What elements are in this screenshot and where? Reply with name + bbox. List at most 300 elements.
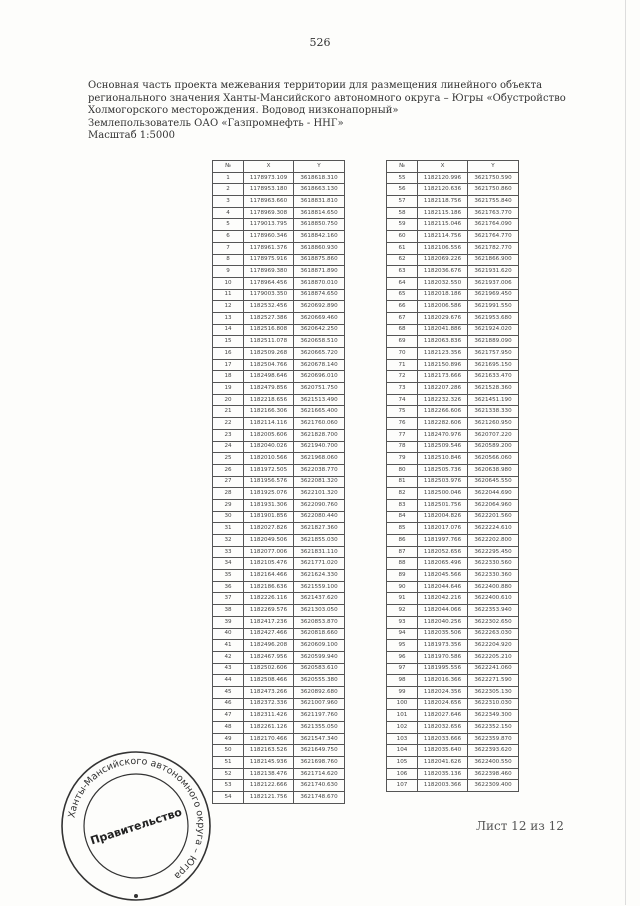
table-row bbox=[213, 651, 345, 663]
cell-y: 3622090.760 bbox=[294, 499, 345, 511]
table-row bbox=[213, 359, 345, 371]
cell-y: 3622400.610 bbox=[468, 593, 519, 605]
cell-x: 1182170.466 bbox=[244, 733, 294, 745]
cell-number: 99 bbox=[387, 686, 418, 698]
table-row bbox=[387, 266, 519, 278]
cell-y: 3621940.700 bbox=[294, 441, 345, 453]
cell-number: 30 bbox=[213, 511, 244, 523]
table-row bbox=[213, 429, 345, 441]
cell-x: 1182511.078 bbox=[244, 336, 294, 348]
cell-y: 3618870.010 bbox=[294, 277, 345, 289]
cell-x: 1182042.216 bbox=[418, 593, 468, 605]
cell-y: 3622224.610 bbox=[468, 523, 519, 535]
table-row bbox=[387, 722, 519, 734]
cell-y: 3620566.060 bbox=[468, 453, 519, 465]
cell-y: 3620658.510 bbox=[294, 336, 345, 348]
cell-number: 21 bbox=[213, 406, 244, 418]
cell-number: 100 bbox=[387, 698, 418, 710]
table-row bbox=[213, 768, 345, 780]
cell-x: 1182016.366 bbox=[418, 675, 468, 687]
cell-number: 9 bbox=[213, 266, 244, 278]
cell-x: 1182232.326 bbox=[418, 394, 468, 406]
cell-number: 37 bbox=[213, 593, 244, 605]
cell-x: 1182049.506 bbox=[244, 535, 294, 547]
cell-number: 4 bbox=[213, 207, 244, 219]
cell-number: 16 bbox=[213, 348, 244, 360]
cell-number: 41 bbox=[213, 640, 244, 652]
table-row bbox=[213, 394, 345, 406]
cell-x: 1182041.626 bbox=[418, 757, 468, 769]
cell-y: 3620692.890 bbox=[294, 301, 345, 313]
cell-y: 3618860.930 bbox=[294, 242, 345, 254]
cell-x: 1182063.836 bbox=[418, 336, 468, 348]
cell-y: 3622204.920 bbox=[468, 640, 519, 652]
cell-x: 1182044.646 bbox=[418, 581, 468, 593]
cell-x: 1182470.976 bbox=[418, 429, 468, 441]
table-row bbox=[387, 441, 519, 453]
cell-number: 60 bbox=[387, 231, 418, 243]
table-row bbox=[387, 289, 519, 301]
cell-y: 3620818.660 bbox=[294, 628, 345, 640]
cell-number: 55 bbox=[387, 172, 418, 184]
cell-number: 89 bbox=[387, 570, 418, 582]
cell-number: 54 bbox=[213, 792, 244, 804]
cell-y: 3622353.940 bbox=[468, 605, 519, 617]
cell-y: 3622330.360 bbox=[468, 570, 519, 582]
cell-y: 3620696.010 bbox=[294, 371, 345, 383]
table-row bbox=[387, 418, 519, 430]
cell-y: 3620751.750 bbox=[294, 383, 345, 395]
cell-y: 3621748.670 bbox=[294, 792, 345, 804]
table-row bbox=[213, 593, 345, 605]
cell-y: 3621740.630 bbox=[294, 780, 345, 792]
cell-x: 1182120.636 bbox=[418, 184, 468, 196]
cell-number: 69 bbox=[387, 336, 418, 348]
cell-y: 3621764.090 bbox=[468, 219, 519, 231]
table-row bbox=[387, 312, 519, 324]
cell-y: 3618874.650 bbox=[294, 289, 345, 301]
cell-x: 1182173.666 bbox=[418, 371, 468, 383]
cell-number: 72 bbox=[387, 371, 418, 383]
table-row bbox=[387, 453, 519, 465]
cell-number: 22 bbox=[213, 418, 244, 430]
cell-number: 71 bbox=[387, 359, 418, 371]
table-row bbox=[213, 558, 345, 570]
cell-number: 87 bbox=[387, 546, 418, 558]
table-row bbox=[387, 301, 519, 313]
cell-number: 104 bbox=[387, 745, 418, 757]
table-row bbox=[387, 499, 519, 511]
table-row bbox=[213, 628, 345, 640]
cell-number: 33 bbox=[213, 546, 244, 558]
table-row bbox=[387, 172, 519, 184]
cell-y: 3620669.460 bbox=[294, 312, 345, 324]
cell-y: 3620599.940 bbox=[294, 651, 345, 663]
cell-number: 35 bbox=[213, 570, 244, 582]
table-row bbox=[213, 499, 345, 511]
table-row bbox=[213, 266, 345, 278]
table-row bbox=[213, 371, 345, 383]
coordinates-table-right bbox=[386, 160, 519, 792]
cell-number: 5 bbox=[213, 219, 244, 231]
cell-x: 1182164.466 bbox=[244, 570, 294, 582]
table-row bbox=[213, 523, 345, 535]
table-row bbox=[387, 686, 519, 698]
table-row bbox=[213, 464, 345, 476]
table-row bbox=[387, 757, 519, 769]
cell-x: 1182121.756 bbox=[244, 792, 294, 804]
cell-y: 3621924.020 bbox=[468, 324, 519, 336]
cell-x: 1182504.766 bbox=[244, 359, 294, 371]
cell-y: 3621513.490 bbox=[294, 394, 345, 406]
cell-x: 1182532.456 bbox=[244, 301, 294, 313]
cell-number: 3 bbox=[213, 196, 244, 208]
cell-x: 1182282.606 bbox=[418, 418, 468, 430]
seal-center-text: Правительство bbox=[88, 805, 184, 848]
cell-y: 3621931.620 bbox=[468, 266, 519, 278]
table-row bbox=[387, 184, 519, 196]
cell-y: 3622201.560 bbox=[468, 511, 519, 523]
cell-y: 3621649.750 bbox=[294, 745, 345, 757]
cell-x: 1178960.346 bbox=[244, 231, 294, 243]
cell-y: 3622101.320 bbox=[294, 488, 345, 500]
table-row bbox=[387, 546, 519, 558]
cell-x: 1182010.566 bbox=[244, 453, 294, 465]
table-row bbox=[387, 476, 519, 488]
cell-number: 13 bbox=[213, 312, 244, 324]
cell-x: 1182017.076 bbox=[418, 523, 468, 535]
table-row bbox=[213, 348, 345, 360]
table-row bbox=[387, 254, 519, 266]
cell-y: 3618814.650 bbox=[294, 207, 345, 219]
cell-x: 1182467.956 bbox=[244, 651, 294, 663]
cell-number: 20 bbox=[213, 394, 244, 406]
cell-number: 84 bbox=[387, 511, 418, 523]
table-row bbox=[213, 733, 345, 745]
cell-x: 1182040.256 bbox=[418, 616, 468, 628]
cell-number: 43 bbox=[213, 663, 244, 675]
cell-y: 3621547.340 bbox=[294, 733, 345, 745]
cell-y: 3620707.220 bbox=[468, 429, 519, 441]
table-row bbox=[387, 581, 519, 593]
cell-number: 25 bbox=[213, 453, 244, 465]
cell-x: 1182138.476 bbox=[244, 768, 294, 780]
cell-number: 61 bbox=[387, 242, 418, 254]
table-row bbox=[213, 675, 345, 687]
cell-x: 1182501.756 bbox=[418, 499, 468, 511]
cell-y: 3621771.020 bbox=[294, 558, 345, 570]
table-row bbox=[387, 383, 519, 395]
cell-x: 1182509.268 bbox=[244, 348, 294, 360]
table-row bbox=[387, 733, 519, 745]
cell-number: 18 bbox=[213, 371, 244, 383]
cell-number: 98 bbox=[387, 675, 418, 687]
cell-x: 1182509.546 bbox=[418, 441, 468, 453]
cell-x: 1182035.506 bbox=[418, 628, 468, 640]
cell-number: 91 bbox=[387, 593, 418, 605]
cell-number: 97 bbox=[387, 663, 418, 675]
cell-x: 1182032.550 bbox=[418, 277, 468, 289]
table-row bbox=[213, 546, 345, 558]
table-row bbox=[387, 605, 519, 617]
cell-number: 57 bbox=[387, 196, 418, 208]
cell-x: 1181972.505 bbox=[244, 464, 294, 476]
table-row bbox=[213, 511, 345, 523]
cell-y: 3621755.840 bbox=[468, 196, 519, 208]
cell-y: 3621451.190 bbox=[468, 394, 519, 406]
cell-x: 1181995.556 bbox=[418, 663, 468, 675]
cell-y: 3621991.550 bbox=[468, 301, 519, 313]
cell-y: 3622295.450 bbox=[468, 546, 519, 558]
cell-number: 85 bbox=[387, 523, 418, 535]
cell-number: 11 bbox=[213, 289, 244, 301]
cell-x: 1182145.936 bbox=[244, 757, 294, 769]
cell-x: 1182496.208 bbox=[244, 640, 294, 652]
cell-x: 1182123.356 bbox=[418, 348, 468, 360]
cell-x: 1182115.046 bbox=[418, 219, 468, 231]
cell-x: 1182029.676 bbox=[418, 312, 468, 324]
cell-x: 1182003.366 bbox=[418, 780, 468, 792]
cell-y: 3621750.860 bbox=[468, 184, 519, 196]
table-row bbox=[213, 172, 345, 184]
table-row bbox=[387, 406, 519, 418]
cell-x: 1182266.606 bbox=[418, 406, 468, 418]
table-row bbox=[213, 184, 345, 196]
cell-x: 1181956.576 bbox=[244, 476, 294, 488]
cell-y: 3621355.050 bbox=[294, 722, 345, 734]
cell-x: 1182218.656 bbox=[244, 394, 294, 406]
column-header-number: № bbox=[213, 161, 244, 173]
table-row bbox=[213, 722, 345, 734]
table-row bbox=[213, 686, 345, 698]
cell-number: 67 bbox=[387, 312, 418, 324]
table-row bbox=[387, 429, 519, 441]
cell-number: 26 bbox=[213, 464, 244, 476]
cell-number: 90 bbox=[387, 581, 418, 593]
cell-y: 3621007.960 bbox=[294, 698, 345, 710]
cell-number: 80 bbox=[387, 464, 418, 476]
cell-x: 1178961.376 bbox=[244, 242, 294, 254]
cell-x: 1181931.306 bbox=[244, 499, 294, 511]
cell-x: 1182122.666 bbox=[244, 780, 294, 792]
cell-x: 1178963.660 bbox=[244, 196, 294, 208]
cell-x: 1182115.186 bbox=[418, 207, 468, 219]
cell-y: 3618875.860 bbox=[294, 254, 345, 266]
cell-x: 1182024.356 bbox=[418, 686, 468, 698]
cell-y: 3621763.770 bbox=[468, 207, 519, 219]
cell-number: 29 bbox=[213, 499, 244, 511]
cell-x: 1182417.236 bbox=[244, 616, 294, 628]
document-header bbox=[88, 80, 568, 143]
table-row bbox=[387, 628, 519, 640]
cell-x: 1182505.736 bbox=[418, 464, 468, 476]
table-row bbox=[213, 745, 345, 757]
cell-number: 50 bbox=[213, 745, 244, 757]
table-row bbox=[387, 464, 519, 476]
table-row bbox=[213, 616, 345, 628]
cell-y: 3621437.620 bbox=[294, 593, 345, 605]
header-line-1: Основная часть проекта межевания территории для размещения линейного объекта bbox=[88, 80, 543, 91]
table-row bbox=[387, 535, 519, 547]
cell-number: 92 bbox=[387, 605, 418, 617]
table-row bbox=[387, 570, 519, 582]
cell-y: 3621338.330 bbox=[468, 406, 519, 418]
cell-y: 3621260.950 bbox=[468, 418, 519, 430]
cell-y: 3621633.470 bbox=[468, 371, 519, 383]
cell-y: 3618663.130 bbox=[294, 184, 345, 196]
column-header-y: Y bbox=[294, 161, 345, 173]
cell-y: 3622352.150 bbox=[468, 722, 519, 734]
table-row bbox=[387, 558, 519, 570]
table-row bbox=[213, 441, 345, 453]
column-header-x: X bbox=[418, 161, 468, 173]
cell-y: 3621953.680 bbox=[468, 312, 519, 324]
cell-number: 68 bbox=[387, 324, 418, 336]
cell-y: 3621764.770 bbox=[468, 231, 519, 243]
cell-x: 1178953.180 bbox=[244, 184, 294, 196]
table-row bbox=[387, 663, 519, 675]
cell-x: 1181997.766 bbox=[418, 535, 468, 547]
table-row bbox=[387, 511, 519, 523]
cell-number: 70 bbox=[387, 348, 418, 360]
table-body bbox=[387, 172, 519, 791]
cell-x: 1182479.856 bbox=[244, 383, 294, 395]
cell-y: 3620853.870 bbox=[294, 616, 345, 628]
table-row bbox=[387, 616, 519, 628]
cell-y: 3621714.620 bbox=[294, 768, 345, 780]
cell-number: 49 bbox=[213, 733, 244, 745]
page-number: 526 bbox=[309, 36, 331, 49]
table-row bbox=[213, 418, 345, 430]
cell-number: 2 bbox=[213, 184, 244, 196]
cell-x: 1181925.076 bbox=[244, 488, 294, 500]
cell-number: 17 bbox=[213, 359, 244, 371]
cell-x: 1182311.426 bbox=[244, 710, 294, 722]
cell-y: 3621750.590 bbox=[468, 172, 519, 184]
cell-y: 3622349.300 bbox=[468, 710, 519, 722]
cell-y: 3618842.160 bbox=[294, 231, 345, 243]
table-row bbox=[387, 348, 519, 360]
cell-y: 3620555.380 bbox=[294, 675, 345, 687]
cell-number: 64 bbox=[387, 277, 418, 289]
cell-x: 1178969.380 bbox=[244, 266, 294, 278]
cell-number: 42 bbox=[213, 651, 244, 663]
table-row bbox=[213, 289, 345, 301]
table-row bbox=[213, 231, 345, 243]
cell-x: 1182041.886 bbox=[418, 324, 468, 336]
cell-y: 3622309.400 bbox=[468, 780, 519, 792]
cell-y: 3618618.310 bbox=[294, 172, 345, 184]
cell-number: 56 bbox=[387, 184, 418, 196]
cell-x: 1182040.026 bbox=[244, 441, 294, 453]
table-row bbox=[213, 757, 345, 769]
table-row bbox=[213, 570, 345, 582]
cell-number: 23 bbox=[213, 429, 244, 441]
table-row bbox=[387, 277, 519, 289]
cell-y: 3621969.450 bbox=[468, 289, 519, 301]
table-row bbox=[213, 196, 345, 208]
cell-y: 3621757.950 bbox=[468, 348, 519, 360]
cell-number: 48 bbox=[213, 722, 244, 734]
table-row bbox=[387, 394, 519, 406]
cell-y: 3621695.150 bbox=[468, 359, 519, 371]
header-line-3: Холмогорского месторождения. Водовод низконапорный» bbox=[88, 105, 399, 116]
cell-x: 1182226.116 bbox=[244, 593, 294, 605]
table-row bbox=[387, 768, 519, 780]
cell-x: 1182166.306 bbox=[244, 406, 294, 418]
table-row bbox=[387, 242, 519, 254]
column-header-y: Y bbox=[468, 161, 519, 173]
cell-number: 1 bbox=[213, 172, 244, 184]
cell-number: 14 bbox=[213, 324, 244, 336]
cell-x: 1182027.826 bbox=[244, 523, 294, 535]
cell-x: 1182527.386 bbox=[244, 312, 294, 324]
table-row bbox=[213, 535, 345, 547]
cell-x: 1182033.666 bbox=[418, 733, 468, 745]
table-row bbox=[213, 488, 345, 500]
table-row bbox=[387, 336, 519, 348]
cell-y: 3622263.030 bbox=[468, 628, 519, 640]
table-row bbox=[387, 488, 519, 500]
cell-x: 1182114.756 bbox=[418, 231, 468, 243]
cell-y: 3621855.030 bbox=[294, 535, 345, 547]
cell-y: 3621968.060 bbox=[294, 453, 345, 465]
cell-number: 51 bbox=[213, 757, 244, 769]
cell-number: 8 bbox=[213, 254, 244, 266]
header-line-2: регионального значения Ханты-Мансийского автономного округа – Югры «Обустройство bbox=[88, 92, 566, 104]
cell-number: 38 bbox=[213, 605, 244, 617]
table-row bbox=[213, 792, 345, 804]
table-row bbox=[387, 780, 519, 792]
cell-y: 3620678.140 bbox=[294, 359, 345, 371]
cell-number: 32 bbox=[213, 535, 244, 547]
cell-number: 75 bbox=[387, 406, 418, 418]
cell-number: 81 bbox=[387, 476, 418, 488]
cell-number: 36 bbox=[213, 581, 244, 593]
cell-number: 12 bbox=[213, 301, 244, 313]
cell-x: 1182473.266 bbox=[244, 686, 294, 698]
cell-x: 1182261.126 bbox=[244, 722, 294, 734]
cell-y: 3621624.330 bbox=[294, 570, 345, 582]
cell-y: 3621828.700 bbox=[294, 429, 345, 441]
table-row bbox=[213, 242, 345, 254]
cell-y: 3622038.770 bbox=[294, 464, 345, 476]
table-row bbox=[213, 383, 345, 395]
cell-x: 1178975.916 bbox=[244, 254, 294, 266]
cell-y: 3622271.590 bbox=[468, 675, 519, 687]
cell-y: 3622305.130 bbox=[468, 686, 519, 698]
cell-x: 1182502.606 bbox=[244, 663, 294, 675]
table-row bbox=[387, 698, 519, 710]
cell-x: 1182114.116 bbox=[244, 418, 294, 430]
table-row bbox=[213, 698, 345, 710]
cell-number: 40 bbox=[213, 628, 244, 640]
cell-x: 1179013.795 bbox=[244, 219, 294, 231]
cell-y: 3621698.760 bbox=[294, 757, 345, 769]
cell-y: 3621528.360 bbox=[468, 383, 519, 395]
table-row bbox=[387, 359, 519, 371]
table-row bbox=[387, 324, 519, 336]
cell-x: 1178973.109 bbox=[244, 172, 294, 184]
table-row bbox=[213, 406, 345, 418]
cell-x: 1182503.976 bbox=[418, 476, 468, 488]
cell-number: 66 bbox=[387, 301, 418, 313]
cell-y: 3622205.210 bbox=[468, 651, 519, 663]
cell-x: 1182118.756 bbox=[418, 196, 468, 208]
table-row bbox=[213, 453, 345, 465]
table-row bbox=[387, 651, 519, 663]
cell-y: 3621559.100 bbox=[294, 581, 345, 593]
